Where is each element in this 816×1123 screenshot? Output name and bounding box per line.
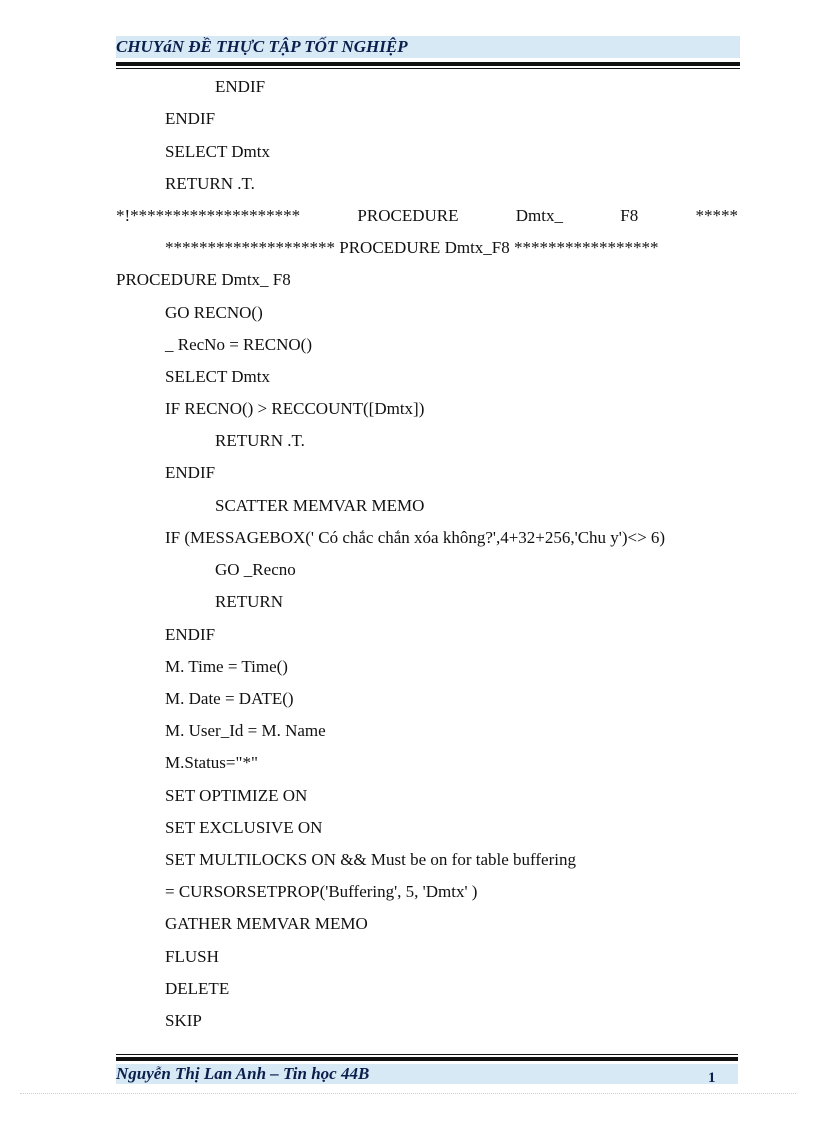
code-line: SCATTER MEMVAR MEMO: [215, 496, 425, 515]
code-line: M. Date = DATE(): [165, 689, 294, 708]
code-line: M. Time = Time(): [165, 657, 288, 676]
code-line: SELECT Dmtx: [165, 142, 270, 161]
code-line: GATHER MEMVAR MEMO: [165, 914, 368, 933]
code-line: GO RECNO(): [165, 303, 263, 322]
code-line: ENDIF: [215, 77, 266, 96]
code-line: ENDIF: [165, 463, 216, 482]
code-line: RETURN .T.: [165, 174, 255, 193]
code-line: IF (MESSAGEBOX(' Có chắc chắn xóa không?',4+32+256,'Chu y')<> 6): [165, 528, 666, 547]
code-line: ENDIF: [165, 109, 216, 128]
code-line: ENDIF: [165, 625, 216, 644]
code-line: PROCEDURE Dmtx_ F8: [116, 270, 291, 289]
star-segment: *****: [695, 206, 738, 225]
page-number: 1: [708, 1070, 716, 1086]
code-line: RETURN: [215, 592, 283, 611]
code-line: SET EXCLUSIVE ON: [165, 818, 323, 837]
page-edge-divider: [20, 1093, 796, 1094]
code-line: ******************** PROCEDURE Dmtx_F8 *****************: [165, 238, 659, 257]
code-line: SKIP: [165, 1011, 202, 1030]
header-rule-thin: [116, 68, 740, 69]
footer-rule-thin: [116, 1054, 738, 1055]
code-line: = CURSORSETPROP('Buffering', 5, 'Dmtx' ): [165, 882, 478, 901]
code-line: GO _Recno: [215, 560, 296, 579]
code-line: SET MULTILOCKS ON && Must be on for table buffering: [165, 850, 576, 869]
star-segment: *!********************: [116, 206, 301, 225]
code-line: IF RECNO() > RECCOUNT([Dmtx]): [165, 399, 425, 418]
footer-author: Nguyễn Thị Lan Anh – Tin học 44B: [116, 1064, 370, 1083]
code-line: DELETE: [165, 979, 230, 998]
code-line: FLUSH: [165, 947, 219, 966]
procedure-comment-row: [116, 206, 738, 226]
footer-rule: [116, 1057, 738, 1061]
star-segment: F8: [620, 206, 639, 225]
code-line: M.Status="*": [165, 753, 258, 772]
code-line: M. User_Id = M. Name: [165, 721, 326, 740]
document-header-title: CHUYáN ĐỀ THỰC TẬP TỐT NGHIỆP: [116, 37, 408, 56]
code-line: RETURN .T.: [215, 431, 305, 450]
star-segment: PROCEDURE: [357, 206, 459, 225]
header-rule: [116, 62, 740, 66]
code-line: SELECT Dmtx: [165, 367, 270, 386]
code-line: _ RecNo = RECNO(): [165, 335, 312, 354]
code-line: SET OPTIMIZE ON: [165, 786, 308, 805]
star-segment: Dmtx_: [515, 206, 563, 225]
